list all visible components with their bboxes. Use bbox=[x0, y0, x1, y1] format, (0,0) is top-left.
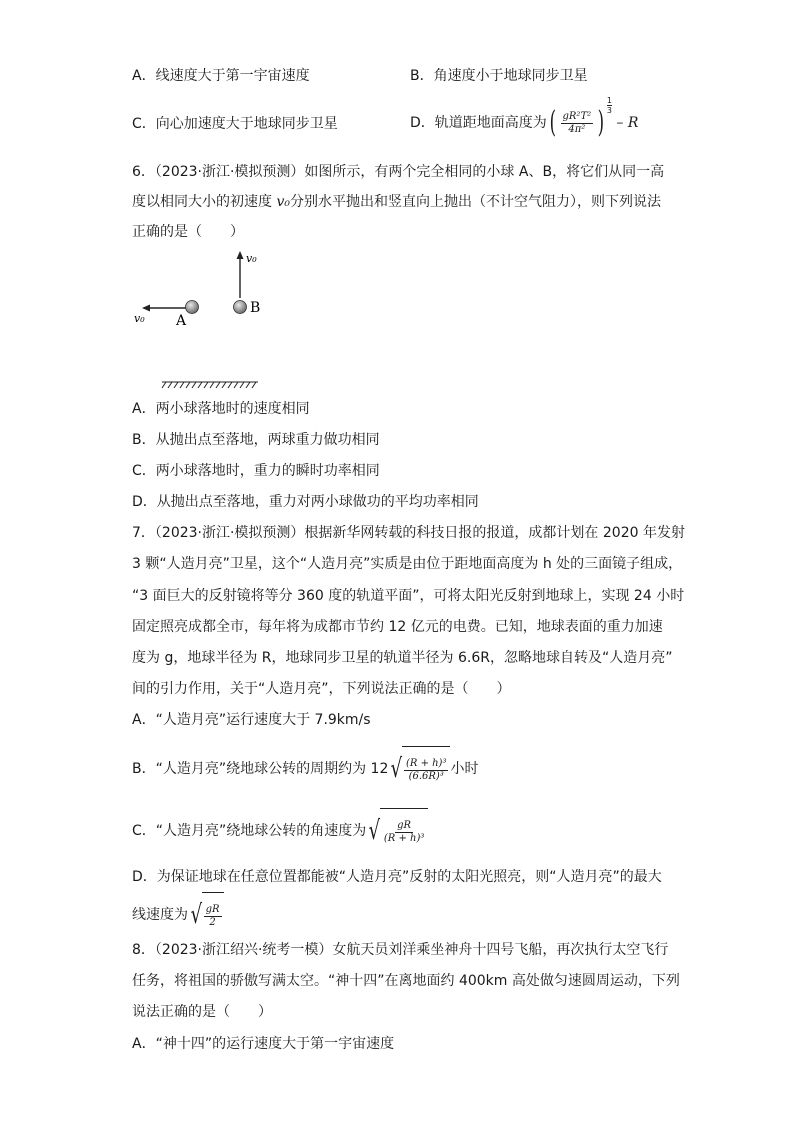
q6-option-c: C．两小球落地时，重力的瞬时功率相同 bbox=[132, 463, 380, 479]
q5-option-d-suffix: – R bbox=[616, 115, 639, 131]
q5-option-d-fraction: $\frac{\text{gR²T²}}{\text{4π²}}$ bbox=[562, 110, 592, 135]
b-velocity-label: v₀ bbox=[246, 252, 257, 265]
ground bbox=[162, 382, 258, 388]
q5-option-d: D．轨道距地面高度为( $\frac{\text{gR²T²}}{\text{4π²}}$ ) $\frac{1}{3}$ – R bbox=[410, 96, 639, 140]
q7-option-c: C．“人造月亮”绕地球公转的角速度为 √ $\frac{gR}{\text{(R + h)³}}$ bbox=[132, 808, 428, 854]
q6-option-a: A．两小球落地时的速度相同 bbox=[132, 401, 310, 417]
q7-stem-line-4: 固定照亮成都全市，每年将为成都市节约 12 亿元的电费。已知，地球表面的重力加速 bbox=[132, 619, 663, 635]
q7-stem-line-2: 3 颗“人造月亮”卫星，这个“人造月亮”实质是由位于距地面高度为 h 处的三面镜子组成， bbox=[132, 556, 683, 572]
ball-a-label: A bbox=[176, 313, 187, 329]
ball-a bbox=[186, 301, 199, 314]
q7-option-c-sqrt: √ $\frac{gR}{\text{(R + h)³}}$ bbox=[366, 808, 428, 854]
q5-option-b: B．角速度小于地球同步卫星 bbox=[410, 68, 588, 84]
q5-option-d-exponent: $\frac{1}{3}$ bbox=[606, 96, 612, 115]
q7-option-d-line-1: D．为保证地球在任意位置都能被“人造月亮”反射的太阳光照亮，则“人造月亮”的最大 bbox=[132, 869, 662, 885]
q5-option-a: A．线速度大于第一宇宙速度 bbox=[132, 68, 310, 84]
q7-stem-line-6: 间的引力作用，关于“人造月亮”，下列说法正确的是（ ） bbox=[132, 681, 511, 697]
q6-stem-line-1: 6．（2023·浙江·模拟预测）如图所示，有两个完全相同的小球 A、B，将它们从同一高 bbox=[132, 164, 665, 180]
q7-option-a: A．“人造月亮”运行速度大于 7.9km/s bbox=[132, 712, 371, 728]
q7-stem-line-3: “3 面巨大的反射镜将等分 360 度的轨道平面”，可将太阳光反射到地球上，实现 24 小时 bbox=[132, 588, 685, 604]
q8-stem-line-3: 说法正确的是（ ） bbox=[132, 1004, 272, 1020]
q5-option-d-prefix: D．轨道距地面高度为 bbox=[410, 115, 547, 131]
q6-option-d: D．从抛出点至落地，重力对两小球做功的平均功率相同 bbox=[132, 494, 479, 510]
ball-b-label: B bbox=[250, 300, 261, 316]
q6-figure bbox=[128, 246, 288, 396]
a-arrow-head bbox=[142, 305, 150, 312]
q6-stem-line-2: 度以相同大小的初速度 v₀分别水平抛出和竖直向上抛出（不计空气阻力），则下列说法 bbox=[132, 194, 661, 210]
q8-option-a: A．“神十四”的运行速度大于第一宇宙速度 bbox=[132, 1036, 395, 1052]
q7-stem-line-1: 7．（2023·浙江·模拟预测）根据新华网转载的科技日报的报道，成都计划在 2020 年发射 bbox=[132, 525, 685, 541]
q6-stem-line-3: 正确的是（ ） bbox=[132, 224, 244, 240]
q7-option-b: B．“人造月亮”绕地球公转的周期约为 12 √ $\frac{\text{(R + h)³}}{\text{(6.6R)³}}$ 小时 bbox=[132, 746, 478, 792]
q7-option-b-sqrt: √ $\frac{\text{(R + h)³}}{\text{(6.6R)³}}$ bbox=[388, 746, 450, 792]
q6-option-b: B．从抛出点至落地，两球重力做功相同 bbox=[132, 432, 380, 448]
q8-stem-line-1: 8．（2023·浙江绍兴·统考一模）女航天员刘洋乘坐神舟十四号飞船，再次执行太空飞行 bbox=[132, 942, 669, 958]
q7-option-d-sqrt: √ $\frac{gR}{2}$ bbox=[188, 892, 224, 938]
b-arrow-head bbox=[237, 251, 244, 259]
q7-stem-line-5: 度为 g，地球半径为 R，地球同步卫星的轨道半径为 6.6R，忽略地球自转及“人造月亮” bbox=[132, 650, 673, 666]
q7-option-d-line-2: 线速度为 √ $\frac{gR}{2}$ bbox=[132, 892, 224, 938]
a-velocity-label: v₀ bbox=[134, 312, 145, 325]
q8-stem-line-2: 任务，将祖国的骄傲写满太空。“神十四”在离地面约 400km 高处做匀速圆周运动，下列 bbox=[132, 973, 680, 989]
q5-option-c: C．向心加速度大于地球同步卫星 bbox=[132, 116, 338, 132]
ball-b bbox=[234, 301, 247, 314]
